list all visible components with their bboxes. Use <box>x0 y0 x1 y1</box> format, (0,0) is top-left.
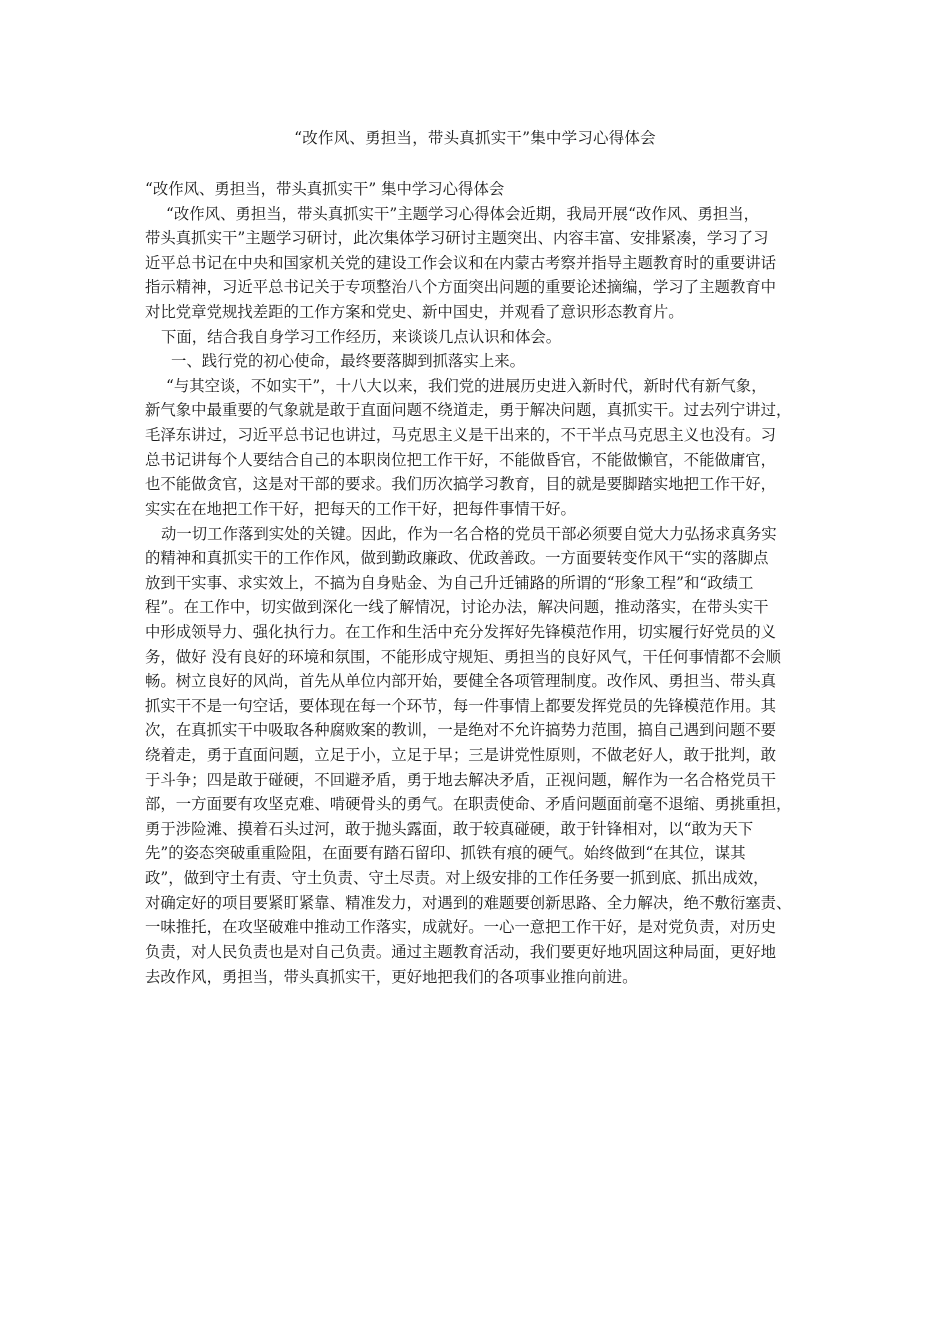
paragraph-line: 先”的姿态突破重重险阻，在面要有踏石留印、抓铁有痕的硬气。始终做到“在其位，谋其 <box>145 844 746 863</box>
paragraph-line: 政”，做到守土有责、守土负责、守土尽责。对上级安排的工作任务要一抓到底、抓出成效， <box>145 869 769 888</box>
paragraph-line: 对比党章党规找差距的工作方案和党史、新中国史，并观看了意识形态教育片。 <box>145 303 684 322</box>
paragraph-line: 一味推托，在攻坚破难中推动工作落实，成就好。一心一意把工作干好，是对党负责，对历史 <box>145 918 777 937</box>
paragraph-line: 务，做好 没有良好的环境和氛围，不能形成守规矩、勇担当的良好风气，干任何事情都不会顺 <box>145 647 781 666</box>
paragraph-line: 毛泽东讲过，习近平总书记也讲过，马克思主义是干出来的，不干半点马克思主义也没有。习 <box>145 426 777 445</box>
paragraph-line: 绕着走，勇于直面问题，立足于小，立足于早；三是讲党性原则，不做老好人，敢于批判，敢 <box>145 746 777 765</box>
paragraph-line: 指示精神，习近平总书记关于专项整治八个方面突出问题的重要论述摘编，学习了主题教育中 <box>145 278 777 297</box>
paragraph-line: 也不能做贪官，这是对干部的要求。我们历次搞学习教育，目的就是要脚踏实地把工作干好， <box>145 475 777 494</box>
paragraph-line: 放到干实事、求实效上，不搞为自身贴金、为自己升迁铺路的所谓的“形象工程”和“政绩工 <box>145 573 754 592</box>
paragraph-line: 次，在真抓实干中吸取各种腐败案的教训，一是绝对不允许搞势力范围，搞自己遇到问题不要 <box>145 721 777 740</box>
paragraph-line: 下面，结合我自身学习工作经历，来谈谈几点认识和体会。 <box>161 327 562 346</box>
section-heading: 一、践行党的初心使命，最终要落脚到抓落实上来。 <box>171 352 525 371</box>
paragraph-line: 动一切工作落到实处的关键。因此，作为一名合格的党员干部必须要自觉大力弘扬求真务实 <box>161 524 777 543</box>
paragraph-line: 实实在在地把工作干好，把每天的工作干好，把每件事情干好。 <box>145 499 576 518</box>
paragraph-line: 总书记讲每个人要结合自己的本职岗位把工作干好，不能做昏官，不能做懒官，不能做庸官， <box>145 450 777 469</box>
paragraph-line: 中形成领导力、强化执行力。在工作和生活中充分发挥好先锋模范作用，切实履行好党员的义 <box>145 622 777 641</box>
paragraph-line: 的精神和真抓实干的工作作风，做到勤政廉政、优政善政。一方面要转变作风干“实的落脚点 <box>145 549 769 568</box>
subtitle-line: “改作风、勇担当，带头真抓实干” 集中学习心得体会 <box>145 180 505 198</box>
paragraph-line: “改作风、勇担当，带头真抓实干”主题学习心得体会近期，我局开展“改作风、勇担当， <box>166 204 760 223</box>
paragraph-line: 抓实干不是一句空话，要体现在每一个环节，每一件事情上都要发挥党员的先锋模范作用。其 <box>145 696 777 715</box>
paragraph-line: 负责，对人民负责也是对自己负责。通过主题教育活动，我们要更好地巩固这种局面，更好地 <box>145 942 777 961</box>
document-body <box>145 177 809 989</box>
paragraph-line: 程”。在工作中，切实做到深化一线了解情况，讨论办法，解决问题，推动落实，在带头实干 <box>145 598 769 617</box>
paragraph-line: 新气象中最重要的气象就是敢于直面问题不绕道走，勇于解决问题，真抓实干。过去列宁讲过， <box>145 401 792 420</box>
paragraph-line: 近平总书记在中央和国家机关党的建设工作会议和在内蒙古考察并指导主题教育时的重要讲话 <box>145 253 777 272</box>
paragraph-line: 勇于涉险滩、摸着石头过河，敢于抛头露面，敢于较真碰硬，敢于针锋相对，以“敢为天下 <box>145 819 754 838</box>
paragraph-line: “与其空谈，不如实干”，十八大以来，我们党的进展历史进入新时代，新时代有新气象， <box>166 376 767 395</box>
paragraph-line: 带头真抓实干”主题学习研讨，此次集体学习研讨主题突出、内容丰富、安排紧凑，学习了习 <box>145 229 769 248</box>
paragraph-line: 部，一方面要有攻坚克难、啃硬骨头的勇气。在职责使命、矛盾问题面前毫不退缩、勇挑重担， <box>145 795 792 814</box>
paragraph-line: 去改作风，勇担当，带头真抓实干，更好地把我们的各项事业推向前进。 <box>145 967 638 986</box>
document-title: “改作风、勇担当，带头真抓实干”集中学习心得体会 <box>294 129 656 147</box>
paragraph-line: 畅。树立良好的风尚，首先从单位内部开始，要健全各项管理制度。改作风、勇担当、带头真 <box>145 672 777 691</box>
paragraph-line: 于斗争；四是敢于碰硬，不回避矛盾，勇于地去解决矛盾，正视问题，解作为一名合格党员干 <box>145 770 777 789</box>
paragraph-line: 对确定好的项目要紧盯紧靠、精准发力，对遇到的难题要创新思路、全力解决，绝不敷衍塞责、 <box>145 893 792 912</box>
